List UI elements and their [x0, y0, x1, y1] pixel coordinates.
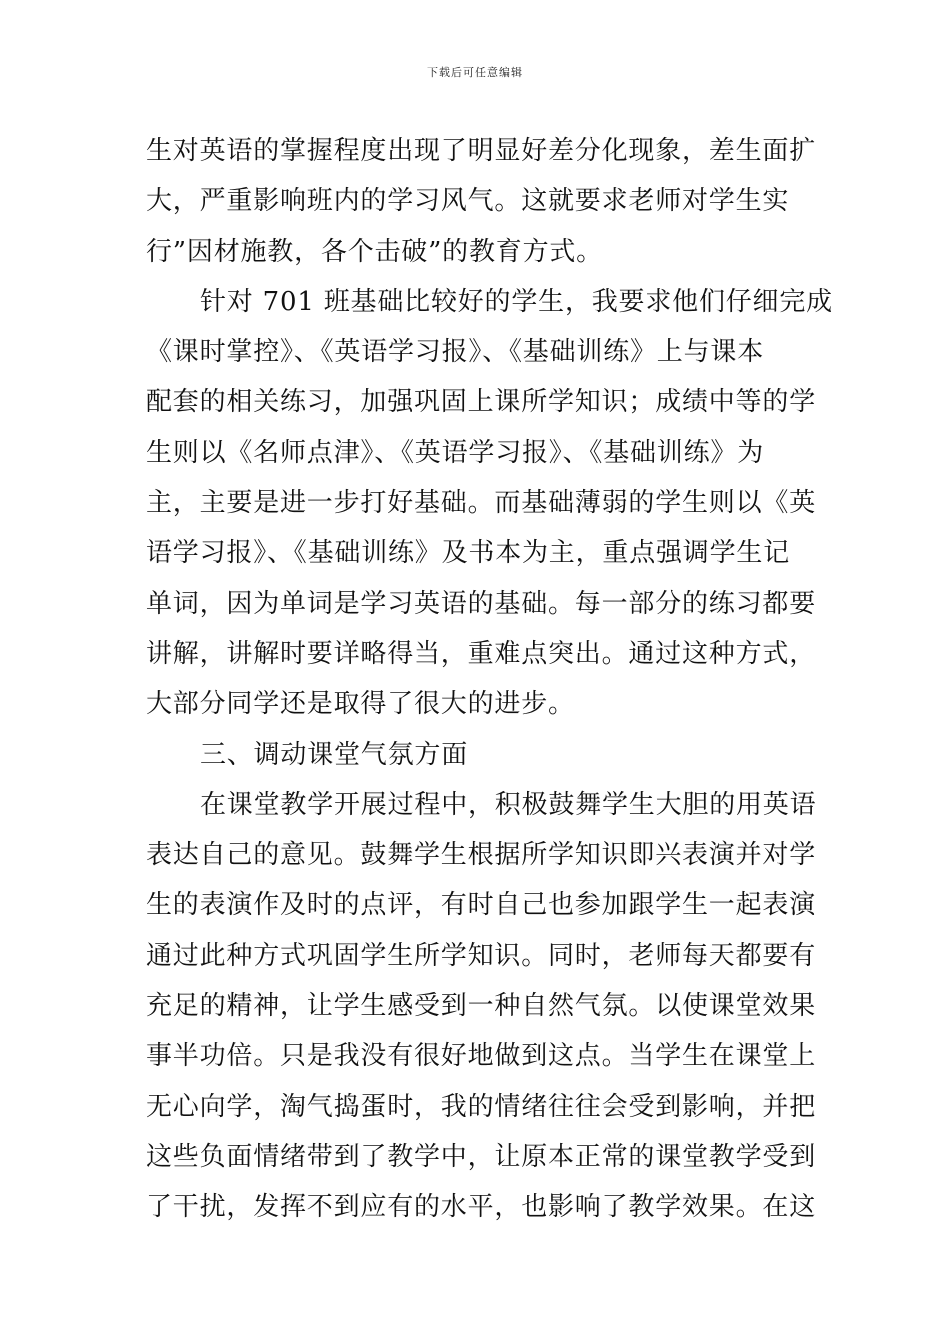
section-heading	[146, 730, 808, 780]
text-line: 单词，因为单词是学习英语的基础。每一部分的练习都要	[146, 588, 817, 619]
text-line: 《课时掌控》、《英语学习报》、《基础训练》上与课本	[146, 337, 765, 368]
paragraph-1	[146, 126, 817, 277]
text-line: 事半功倍。只是我没有很好地做到这点。当学生在课堂上	[146, 1041, 817, 1072]
text-line: 生的表演作及时的点评，有时自己也参加跟学生一起表演	[146, 890, 817, 921]
text-line: 通过此种方式巩固学生所学知识。同时，老师每天都要有	[146, 940, 817, 971]
paragraph-3	[146, 780, 817, 1233]
text-line: 大部分同学还是取得了很大的进步。	[146, 689, 575, 720]
text-line: 生则以《名师点津》、《英语学习报》、《基础训练》为	[146, 437, 765, 468]
text-line: 表达自己的意见。鼓舞学生根据所学知识即兴表演并对学	[146, 840, 817, 871]
text-line: 这些负面情绪带到了教学中，让原本正常的课堂教学受到	[146, 1141, 817, 1172]
text-line: 语学习报》、《基础训练》及书本为主，重点强调学生记	[146, 538, 791, 569]
text-line: 三、调动课堂气氛方面	[200, 739, 469, 770]
text-line: 在课堂教学开展过程中，积极鼓舞学生大胆的用英语	[200, 789, 817, 820]
text-line: 行”因材施教，各个击破”的教育方式。	[146, 236, 603, 267]
text-line: 大，严重影响班内的学习风气。这就要求老师对学生实	[146, 186, 790, 217]
text-line: 充足的精神，让学生感受到一种自然气氛。以使课堂效果	[146, 991, 817, 1022]
text-line: 主，主要是进一步打好基础。而基础薄弱的学生则以《英	[146, 488, 817, 519]
paragraph-2	[146, 277, 833, 730]
text-line: 了干扰，发挥不到应有的水平，也影响了教学效果。在这	[146, 1192, 817, 1223]
text-line: 讲解，讲解时要详略得当，重难点突出。通过这种方式，	[146, 638, 817, 669]
text-line: 生对英语的掌握程度出现了明显好差分化现象，差生面扩	[146, 136, 817, 166]
text-line: 无心向学，淘气捣蛋时，我的情绪往往会受到影响，并把	[146, 1091, 817, 1122]
document-body	[146, 126, 833, 1233]
page-header-note: 下载后可任意编辑	[427, 66, 523, 79]
text-line: 配套的相关练习，加强巩固上课所学知识；成绩中等的学	[146, 387, 817, 418]
text-line: 针对 701 班基础比较好的学生，我要求他们仔细完成	[200, 286, 833, 317]
